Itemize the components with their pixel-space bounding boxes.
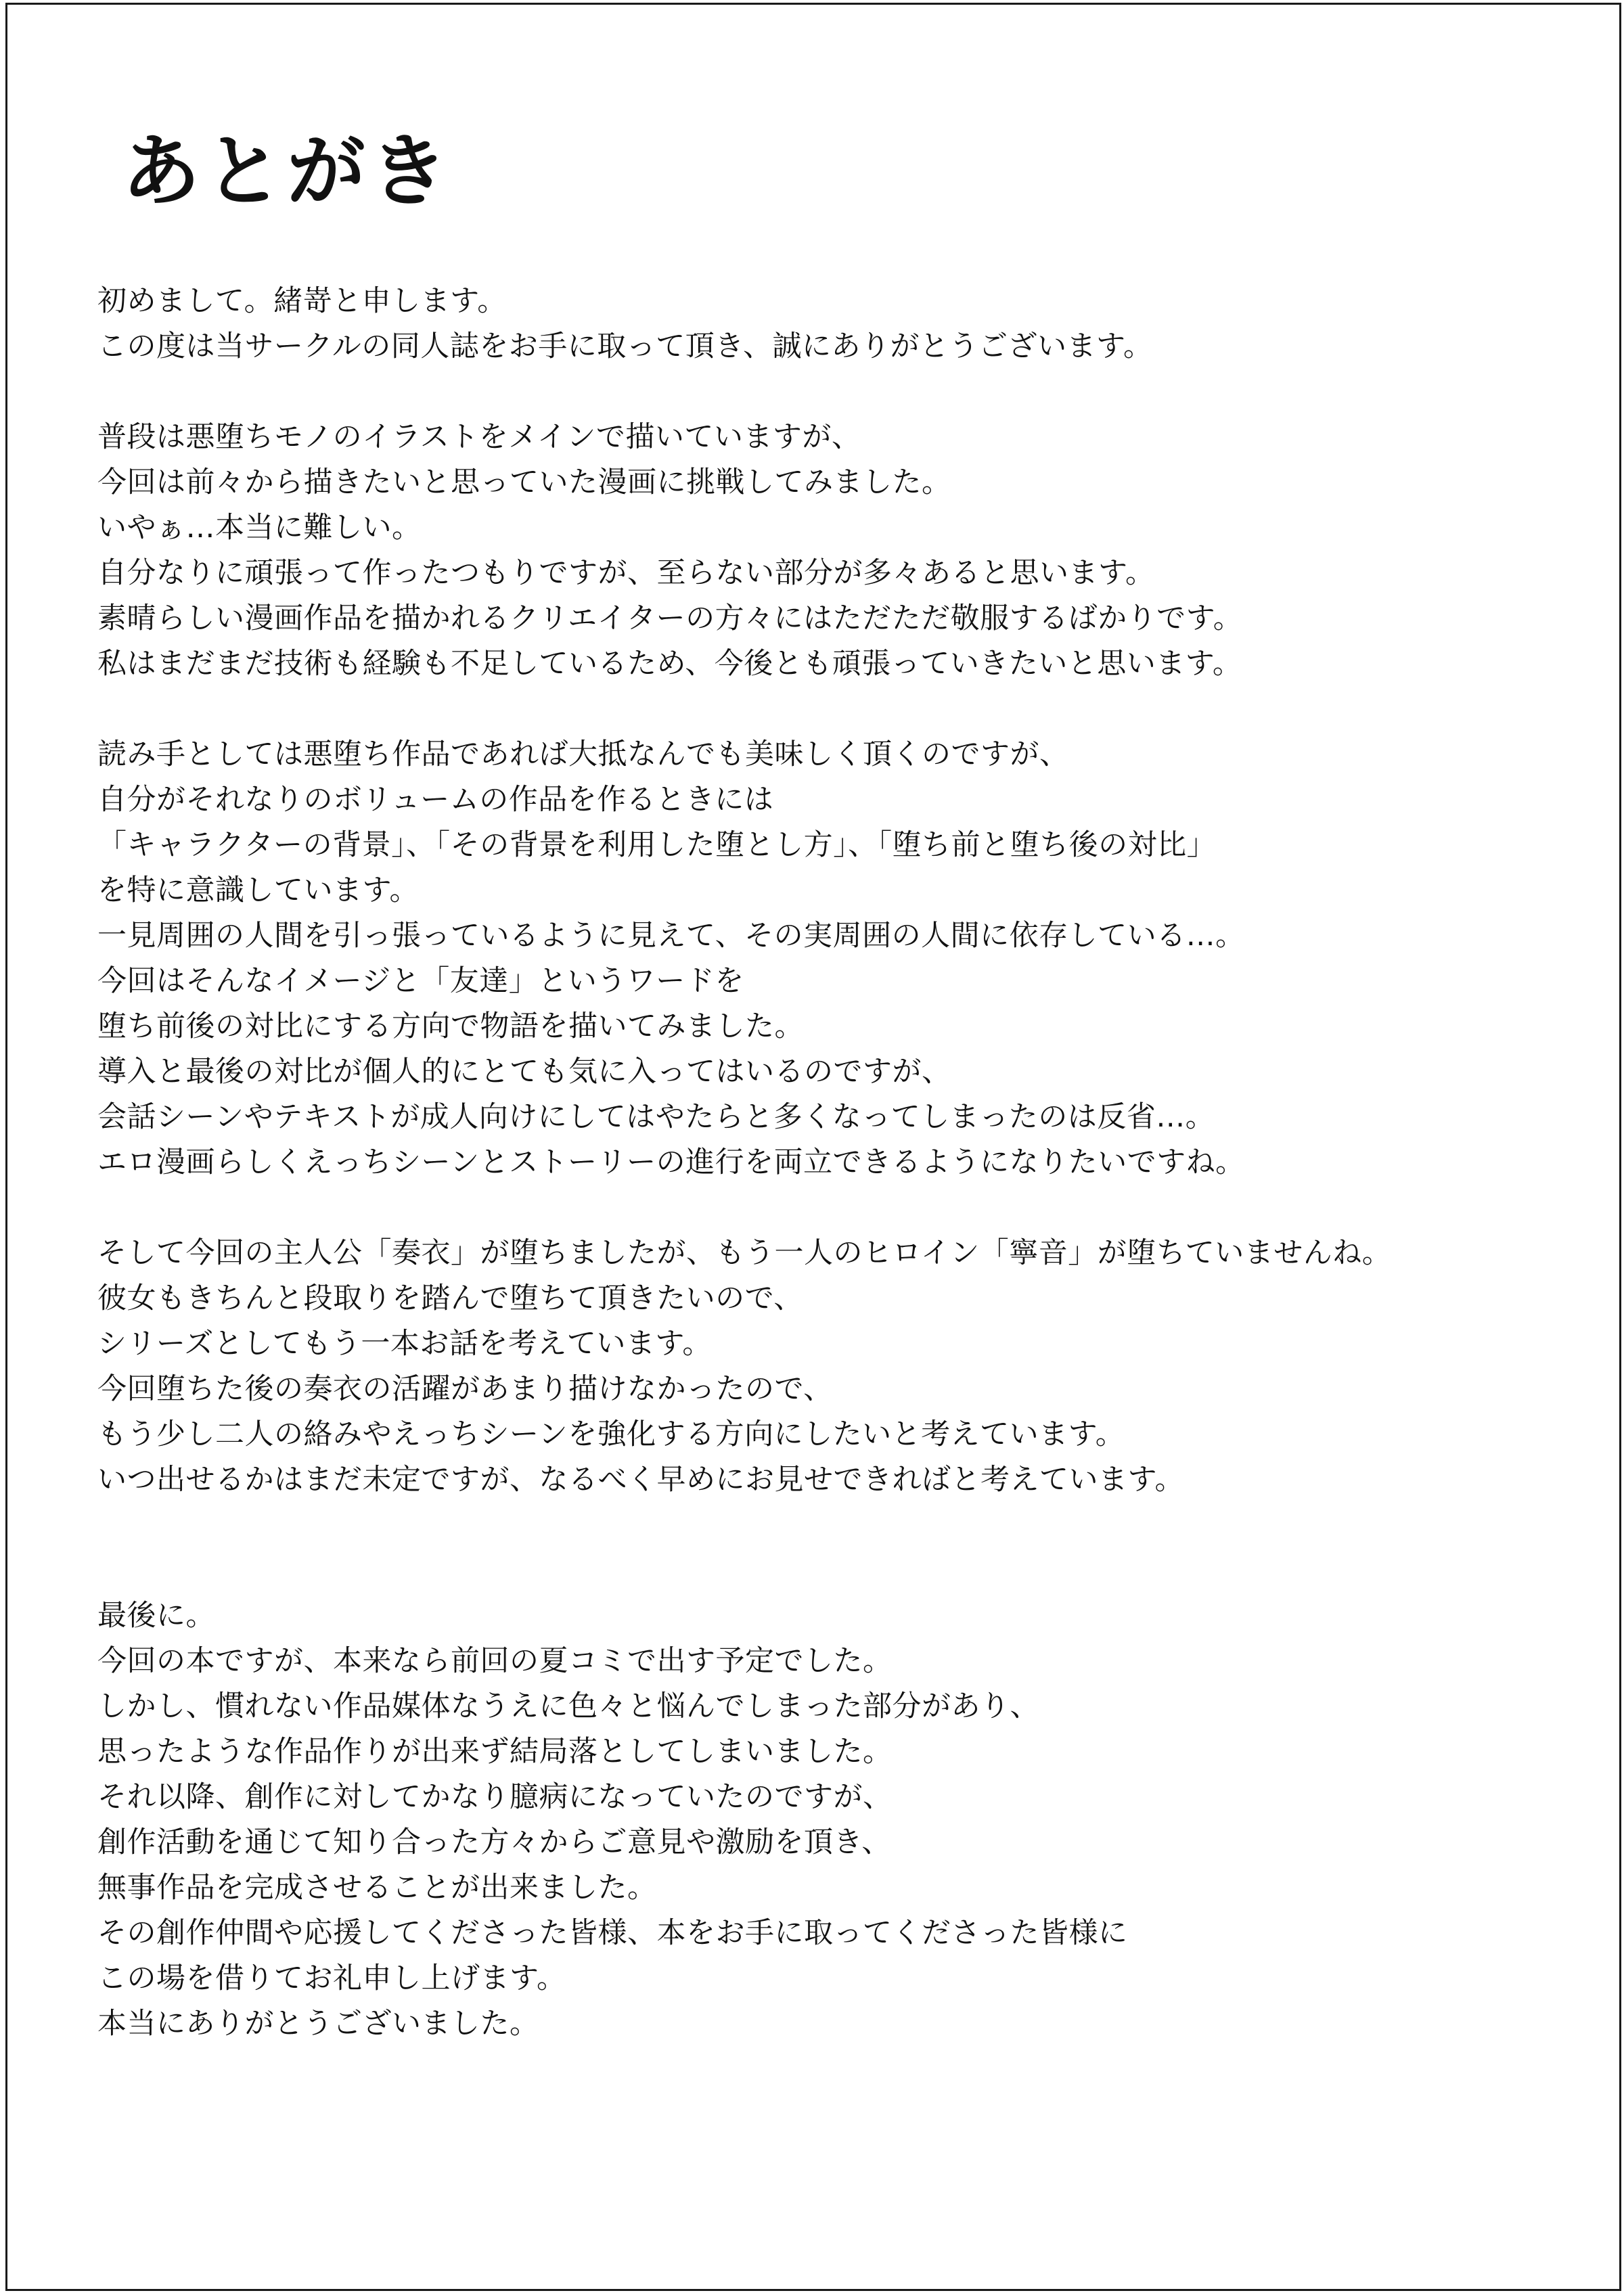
page-title: あとがき (122, 126, 452, 217)
text-line: シリーズとしてもう一本お話を考えています。 (97, 1327, 712, 1361)
paragraph-gap (97, 1185, 1546, 1231)
text-line: その創作仲間や応援してくださった皆様、本をお手に取ってくださった皆様に (97, 1916, 1128, 1950)
text-line: 堕ち前後の対比にする方向で物語を描いてみました。 (97, 1009, 804, 1043)
text-line: 素晴らしい漫画作品を描かれるクリエイターの方々にはただただ敬服するばかりです。 (97, 601, 1243, 635)
text-line: 無事作品を完成させることが出来ました。 (97, 1871, 657, 1905)
paragraph-challenge (97, 415, 1546, 687)
text-line: しかし、慣れない作品媒体なうえに色々と悩んでしまった部分があり、 (97, 1689, 1039, 1723)
text-line: エロ漫画らしくえっちシーンとストーリーの進行を両立できるようになりたいですね。 (97, 1145, 1245, 1179)
text-line: 創作活動を通じて知り合った方々からご意見や激励を頂き、 (97, 1825, 891, 1859)
text-line: 普段は悪堕ちモノのイラストをメインで描いていますが、 (97, 420, 861, 454)
text-line: 一見周囲の人間を引っ張っているように見えて、その実周囲の人間に依存している…。 (97, 919, 1245, 953)
paragraph-themes (97, 732, 1546, 1185)
text-line: 自分なりに頑張って作ったつもりですが、至らない部分が多々あると思います。 (97, 556, 1155, 590)
text-line: 今回はそんなイメージと「友達」というワードを (97, 964, 744, 998)
afterword-body (97, 279, 1546, 2047)
paragraph-gap (97, 687, 1546, 732)
text-line: 彼女もきちんと段取りを踏んで堕ちて頂きたいので、 (97, 1281, 803, 1315)
text-line: 今回堕ちた後の奏衣の活躍があまり描けなかったので、 (97, 1372, 833, 1406)
paragraph-closing (97, 1593, 1546, 2047)
paragraph-gap (97, 1503, 1546, 1593)
text-line: 読み手としては悪堕ち作品であれば大抵なんでも美味しく頂くのですが、 (97, 737, 1069, 771)
text-line: 初めまして。緒嵜と申します。 (97, 284, 507, 318)
text-line: 会話シーンやテキストが成人向けにしてはやたらと多くなってしまったのは反省…。 (97, 1100, 1215, 1134)
text-line: 今回の本ですが、本来なら前回の夏コミで出す予定でした。 (97, 1644, 893, 1678)
text-line: を特に意識しています。 (97, 873, 420, 907)
text-line: そして今回の主人公「奏衣」が堕ちましたが、もう一人のヒロイン「寧音」が堕ちていませんね。 (97, 1236, 1392, 1270)
text-line: 私はまだまだ技術も経験も不足しているため、今後とも頑張っていきたいと思います。 (97, 647, 1242, 681)
paragraph-greeting (97, 279, 1546, 369)
text-line: それ以降、創作に対してかなり臆病になっていたのですが、 (97, 1780, 893, 1814)
text-line: 「キャラクターの背景」、「その背景を利用した堕とし方」、「堕ち前と堕ち後の対比」 (97, 828, 1217, 862)
text-line: いつ出せるかはまだ未定ですが、なるべく早めにお見せできればと考えています。 (97, 1463, 1185, 1497)
text-line: 自分がそれなりのボリュームの作品を作るときには (97, 783, 774, 817)
text-line: 今回は前々から描きたいと思っていた漫画に挑戦してみました。 (97, 466, 951, 499)
text-line: この度は当サークルの同人誌をお手に取って頂き、誠にありがとうございます。 (97, 330, 1153, 363)
text-line: この場を借りてお礼申し上げます。 (97, 1961, 566, 1995)
text-line: 最後に。 (97, 1599, 215, 1633)
text-line: いやぁ…本当に難しい。 (97, 511, 422, 545)
paragraph-series (97, 1231, 1546, 1503)
text-line: もう少し二人の絡みやえっちシーンを強化する方向にしたいと考えています。 (97, 1417, 1125, 1451)
text-line: 思ったような作品作りが出来ず結局落としてしまいました。 (97, 1735, 893, 1769)
text-line: 本当にありがとうございました。 (97, 2007, 539, 2041)
text-line: 導入と最後の対比が個人的にとても気に入ってはいるのですが、 (97, 1055, 951, 1089)
paragraph-gap (97, 369, 1546, 415)
